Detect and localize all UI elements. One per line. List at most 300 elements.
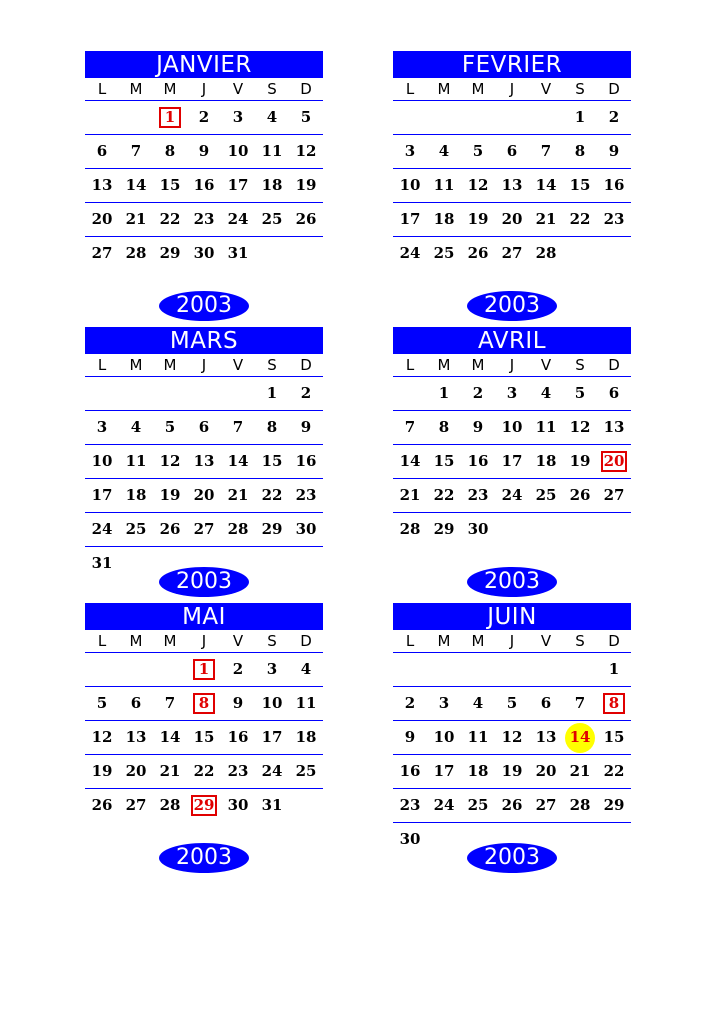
day-number: 1 [608,660,620,678]
day-cell [597,823,631,856]
day-cell [221,203,255,236]
day-cell [289,169,323,202]
day-number: 8 [574,142,586,160]
day-number: 15 [603,728,625,746]
day-number: 17 [227,176,249,194]
day-number: 19 [501,762,523,780]
weekday-label: V [540,632,552,650]
weekday-label: L [97,80,107,98]
weekday-header [393,78,631,101]
day-number: 4 [130,418,142,436]
day-cell [563,479,597,512]
day-number: 20 [501,210,523,228]
day-number: 10 [227,142,249,160]
day-number: 2 [300,384,312,402]
weekday-label: M [163,80,177,98]
day-cell [119,653,153,686]
day-number: 20 [535,762,557,780]
day-number: 10 [433,728,455,746]
weekday-header [85,78,323,101]
day-cell [529,687,563,720]
day-number: 7 [574,694,586,712]
day-number: 22 [261,486,283,504]
day-number: 26 [295,210,317,228]
week-row [393,411,631,445]
day-cell [187,721,221,754]
day-number: 12 [159,452,181,470]
weekday-label: V [540,80,552,98]
day-cell [255,755,289,788]
day-number: 19 [569,452,591,470]
day-number: 24 [227,210,249,228]
weekday-label: J [201,632,207,650]
day-number: 23 [193,210,215,228]
day-cell [221,135,255,168]
day-cell [119,237,153,270]
month-mai [85,603,323,822]
day-cell [563,789,597,822]
day-cell [255,479,289,512]
day-cell [461,101,495,134]
day-number: 5 [300,108,312,126]
day-cell [563,135,597,168]
day-cell [427,237,461,270]
day-cell [597,721,631,754]
day-number: 27 [91,244,113,262]
day-number: 30 [467,520,489,538]
day-number: 28 [569,796,591,814]
day-number: 6 [506,142,518,160]
weekday-label: S [267,80,277,98]
day-cell [427,653,461,686]
day-number: 31 [227,244,249,262]
year-badge: 2003 [159,843,249,873]
day-number: 18 [125,486,147,504]
day-cell [85,789,119,822]
day-cell [153,721,187,754]
day-cell [153,135,187,168]
day-number: 24 [91,520,113,538]
day-number: 25 [535,486,557,504]
day-cell [461,513,495,546]
month-title: JUIN [393,603,631,630]
day-number: 9 [232,694,244,712]
day-number: 10 [91,452,113,470]
day-number: 5 [472,142,484,160]
day-cell [393,377,427,410]
day-cell [393,445,427,478]
day-cell [289,513,323,546]
weekday-label: M [163,632,177,650]
day-cell [119,513,153,546]
day-number: 1 [159,107,181,128]
day-number: 21 [227,486,249,504]
day-number: 20 [601,451,628,472]
day-number: 7 [404,418,416,436]
day-cell [529,789,563,822]
day-number: 21 [535,210,557,228]
day-cell [529,411,563,444]
day-number: 19 [91,762,113,780]
day-cell [495,755,529,788]
day-number: 11 [261,142,283,160]
day-number: 30 [227,796,249,814]
day-cell [85,411,119,444]
day-cell [289,237,323,270]
day-number: 23 [227,762,249,780]
day-cell [119,411,153,444]
day-number: 30 [399,830,421,848]
day-cell [563,237,597,270]
month-title: MAI [85,603,323,630]
day-number: 12 [91,728,113,746]
day-number: 25 [467,796,489,814]
day-number: 6 [198,418,210,436]
day-cell [597,687,631,720]
week-row [85,789,323,822]
day-cell [393,237,427,270]
week-row [85,755,323,789]
day-number: 25 [295,762,317,780]
week-row [393,203,631,237]
day-number: 1 [193,659,215,680]
day-number: 11 [295,694,317,712]
day-cell [85,687,119,720]
day-number: 28 [125,244,147,262]
day-cell [461,755,495,788]
weekday-label: M [471,80,485,98]
day-number: 16 [603,176,625,194]
day-number: 20 [193,486,215,504]
day-number: 21 [159,762,181,780]
day-cell [187,135,221,168]
day-cell [529,479,563,512]
day-cell [119,101,153,134]
day-cell [461,169,495,202]
day-cell [255,135,289,168]
day-number: 5 [164,418,176,436]
day-cell [495,135,529,168]
day-number: 17 [91,486,113,504]
day-cell [597,789,631,822]
day-cell [255,513,289,546]
day-cell [393,653,427,686]
day-cell [85,445,119,478]
day-cell [597,377,631,410]
day-cell [119,687,153,720]
day-number: 10 [399,176,421,194]
day-number: 29 [191,795,218,816]
day-number: 19 [159,486,181,504]
day-cell [153,653,187,686]
day-number: 31 [91,554,113,572]
day-cell [153,513,187,546]
day-cell [393,687,427,720]
day-number: 28 [159,796,181,814]
day-number: 8 [438,418,450,436]
day-number: 8 [266,418,278,436]
day-number: 24 [501,486,523,504]
day-cell [563,411,597,444]
day-cell [85,479,119,512]
week-row [85,135,323,169]
day-number: 28 [227,520,249,538]
weekday-label: L [405,632,415,650]
day-number: 14 [565,723,595,753]
day-cell [153,411,187,444]
year-badge: 2003 [467,567,557,597]
day-number: 25 [125,520,147,538]
day-number: 16 [467,452,489,470]
day-cell [289,755,323,788]
day-cell [461,203,495,236]
day-number: 7 [232,418,244,436]
day-cell [187,653,221,686]
day-cell [255,169,289,202]
week-row [393,755,631,789]
weekday-label: J [509,356,515,374]
day-number: 23 [399,796,421,814]
day-number: 18 [261,176,283,194]
day-cell [221,653,255,686]
day-number: 20 [125,762,147,780]
weekday-header [393,354,631,377]
day-number: 29 [159,244,181,262]
day-cell [393,755,427,788]
month-title: AVRIL [393,327,631,354]
day-cell [529,101,563,134]
weekday-label: M [437,356,451,374]
day-number: 18 [433,210,455,228]
day-number: 18 [535,452,557,470]
day-number: 13 [91,176,113,194]
weekday-label: M [471,356,485,374]
day-number: 15 [193,728,215,746]
week-row [85,445,323,479]
day-cell [255,445,289,478]
day-cell [495,479,529,512]
day-cell [187,445,221,478]
day-cell [119,547,153,580]
day-cell [597,169,631,202]
day-number: 29 [433,520,455,538]
day-cell [221,445,255,478]
week-row [393,237,631,270]
day-cell [393,513,427,546]
day-cell [187,479,221,512]
day-cell [187,687,221,720]
week-row [393,721,631,755]
day-number: 13 [501,176,523,194]
day-number: 27 [193,520,215,538]
month-avril [393,327,631,546]
day-cell [563,377,597,410]
day-number: 26 [91,796,113,814]
weekday-label: S [575,80,585,98]
day-number: 22 [433,486,455,504]
weekday-label: L [405,80,415,98]
day-cell [427,411,461,444]
day-cell [529,721,563,754]
day-cell [393,479,427,512]
day-cell [221,169,255,202]
day-cell [153,203,187,236]
weekday-header [85,354,323,377]
week-row [85,721,323,755]
weekday-label: M [129,632,143,650]
day-cell [221,479,255,512]
week-row [393,479,631,513]
day-number: 7 [130,142,142,160]
day-number: 1 [438,384,450,402]
day-cell [85,653,119,686]
day-cell [597,101,631,134]
month-juin [393,603,631,856]
day-cell [289,547,323,580]
day-cell [255,237,289,270]
day-number: 28 [399,520,421,538]
day-number: 6 [96,142,108,160]
day-number: 3 [506,384,518,402]
day-cell [119,169,153,202]
day-number: 2 [232,660,244,678]
day-cell [255,377,289,410]
day-number: 14 [399,452,421,470]
day-cell [563,169,597,202]
day-number: 17 [433,762,455,780]
day-cell [393,101,427,134]
weekday-label: J [509,632,515,650]
day-cell [427,513,461,546]
day-cell [461,411,495,444]
day-cell [85,377,119,410]
day-number: 4 [266,108,278,126]
day-number: 3 [96,418,108,436]
day-cell [563,755,597,788]
day-cell [153,237,187,270]
week-row [85,411,323,445]
month-title: JANVIER [85,51,323,78]
day-cell [427,479,461,512]
day-number: 7 [164,694,176,712]
day-cell [187,755,221,788]
weekday-label: L [97,632,107,650]
day-cell [221,755,255,788]
day-cell [187,237,221,270]
day-cell [393,789,427,822]
day-number: 14 [159,728,181,746]
day-cell [153,789,187,822]
day-cell [289,721,323,754]
day-cell [119,755,153,788]
day-cell [597,653,631,686]
day-cell [221,721,255,754]
week-row [85,653,323,687]
day-cell [119,377,153,410]
day-number: 15 [159,176,181,194]
week-row [393,101,631,135]
day-cell [597,445,631,478]
weekday-header [393,630,631,653]
day-cell [427,755,461,788]
day-cell [85,513,119,546]
day-cell [393,823,427,856]
day-number: 10 [261,694,283,712]
day-cell [427,721,461,754]
day-cell [255,411,289,444]
day-cell [289,445,323,478]
day-cell [187,513,221,546]
day-number: 16 [295,452,317,470]
day-number: 9 [608,142,620,160]
day-cell [529,513,563,546]
day-number: 15 [261,452,283,470]
week-row [393,377,631,411]
day-cell [495,445,529,478]
day-cell [85,237,119,270]
day-number: 4 [438,142,450,160]
day-cell [529,755,563,788]
day-number: 12 [295,142,317,160]
day-cell [289,687,323,720]
day-number: 16 [227,728,249,746]
day-number: 29 [603,796,625,814]
day-cell [393,135,427,168]
week-row [393,687,631,721]
day-cell [495,203,529,236]
week-row [393,513,631,546]
day-number: 18 [295,728,317,746]
month-fevrier [393,51,631,270]
day-cell [461,687,495,720]
day-cell [85,169,119,202]
weekday-label: S [575,356,585,374]
day-number: 28 [535,244,557,262]
day-number: 6 [130,694,142,712]
day-number: 11 [433,176,455,194]
day-number: 19 [467,210,489,228]
day-cell [461,135,495,168]
day-cell [393,169,427,202]
day-number: 15 [433,452,455,470]
day-cell [427,101,461,134]
weekday-header [85,630,323,653]
day-cell [85,101,119,134]
day-cell [529,653,563,686]
day-cell [221,101,255,134]
week-row [393,169,631,203]
day-number: 27 [603,486,625,504]
day-cell [427,377,461,410]
weekday-label: S [575,632,585,650]
day-cell [461,789,495,822]
day-cell [495,377,529,410]
day-number: 17 [399,210,421,228]
day-number: 21 [569,762,591,780]
day-number: 22 [603,762,625,780]
day-number: 26 [501,796,523,814]
day-cell [289,411,323,444]
day-cell [255,721,289,754]
weekday-label: S [267,632,277,650]
day-number: 25 [261,210,283,228]
weekday-label: J [201,80,207,98]
month-janvier [85,51,323,270]
day-number: 14 [227,452,249,470]
day-number: 16 [193,176,215,194]
day-number: 24 [433,796,455,814]
day-cell [289,203,323,236]
